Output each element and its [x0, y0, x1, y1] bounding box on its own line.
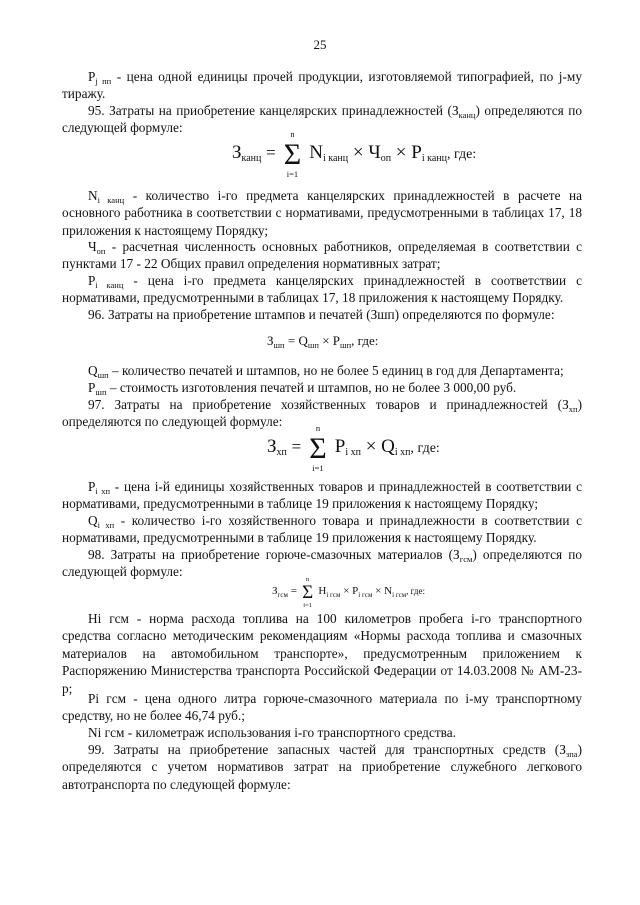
paragraph-pj-pp: $P_{j пп}$ - цена одной единицы прочей продукции, изготовляемой типографией, по j-му тиражу. — [62, 69, 582, 102]
paragraph-p-shp: $P_{шп}$ – стоимость изготовления печатей и штампов, но не более 3 000,00 руб. — [88, 380, 517, 397]
formula-97: $З_{хп} = \Sigma$ n i=1 $P_{i хп} \times Q_{i хп}$, где: — [267, 423, 440, 473]
paragraph-q-shp: $Q_{шп}$ – количество печатей и штампов, но не более 5 единиц в год для Департамента; — [88, 363, 564, 380]
paragraph-95: 95. Затраты на приобретение канцелярских принадлежностей $(З_{канц})$ определяются по следующей формуле: — [62, 103, 582, 136]
paragraph-ch-op: $Ч_{оп}$ - расчетная численность основных работников, определяемая в соответствии с пунктами 17 - 22 Общих правил определения нормативных затрат; — [62, 239, 582, 272]
page-number: 25 — [313, 37, 327, 52]
paragraph-99: 99. Затраты на приобретение запасных частей для транспортных средств $(З_{зпа})$ определяются с учетом нормативов затрат на приобретение служебного легкового автотранспорта по следующей формуле: — [62, 742, 582, 792]
paragraph-97: 97. Затраты на приобретение хозяйственных товаров и принадлежностей $(З_{хп})$ определяются по следующей формуле: — [62, 397, 582, 430]
paragraph-ni-gsm: Ni гсм - километраж использования i-го транспортного средства. — [88, 725, 456, 740]
paragraph-qi-hp: $Q_{i хп}$ - количество i-го хозяйственного товара и принадлежности в соответствии с нормативами, предусмотренными в таблице 19 приложения к настоящему Порядку. — [62, 513, 582, 546]
paragraph-96: 96. Затраты на приобретение штампов и печатей (Зшп) определяются по формуле: — [88, 307, 555, 322]
formula-98: $З_{гсм} = \Sigma$ n i=1 $H_{i гсм} \times P_{i гсм} \times N_{i гсм}$, где: — [272, 576, 425, 609]
formula-95: $З_{канц} = \Sigma$ n i=1 $N_{i канц} \times Ч_{оп} \times P_{i канц}$, где: — [232, 129, 477, 179]
paragraph-hi-gsm: Hi гсм - норма расхода топлива на 100 километров пробега i-го транспортного средства согласно методическим рекомендациям «Нормы расхода топлива и смазочных материалов на автомобильном транспорте», предусмотренным приложением к Распоряжению Министерства транспорта Российской Федерации от 14.03.2008 № АМ-23-р; — [62, 611, 582, 696]
paragraph-pi-hp: $P_{i хп}$ - цена i-й единицы хозяйственных товаров и принадлежностей в соответствии с нормативами, предусмотренными в таблице 19 приложения к настоящему Порядку; — [62, 479, 582, 512]
paragraph-98: 98. Затраты на приобретение горюче-смазочных материалов $(З_{гсм})$ определяются по следующей формуле: — [62, 547, 582, 580]
paragraph-pi-gsm: Pi гсм - цена одного литра горюче-смазочного материала по i-му транспортному средству, но не более 46,74 руб.; — [62, 691, 582, 724]
formula-96: $З_{шп} = Q_{шп} \times P_{шп}$, где: — [267, 333, 379, 350]
paragraph-ni-kanc: $N_{i канц}$ - количество i-го предмета канцелярских принадлежностей в расчете на основного работника в соответствии с нормативами, предусмотренными в таблицах 17, 18 приложения к настоящему Порядку; — [62, 188, 583, 238]
paragraph-pi-kanc: $P_{i канц}$ - цена i-го предмета канцелярских принадлежностей в соответствии с нормативами, предусмотренными в таблицах 17, 18 приложения к настоящему Порядку. — [62, 273, 582, 306]
